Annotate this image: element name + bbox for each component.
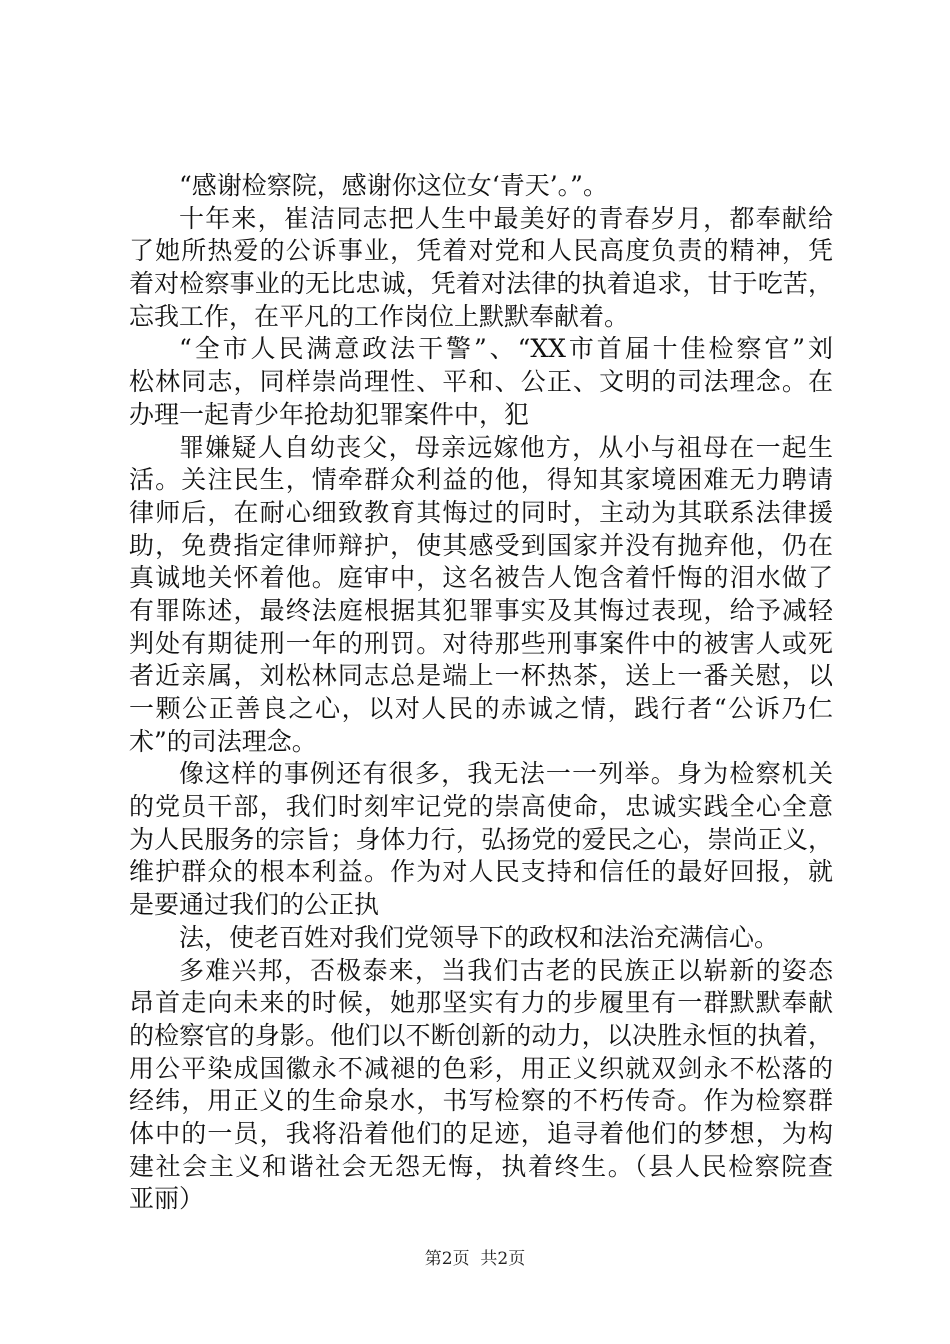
text-line: 律师后，在耐心细致教育其悔过的同时，主动为其联系法律援 xyxy=(129,497,833,527)
text-line: 忘我工作，在平凡的工作岗位上默默奉献着。 xyxy=(129,301,630,331)
text-line: 用公平染成国徽永不减褪的色彩，用正义织就双剑永不松落的 xyxy=(129,1053,833,1083)
paragraph xyxy=(129,333,833,431)
text-line: 助，免费指定律师辩护，使其感受到国家并没有抛弃他，仍在 xyxy=(129,530,833,560)
text-line: 昂首走向未来的时候，她那坚实有力的步履里有一群默默奉献 xyxy=(129,988,833,1018)
text-line: 者近亲属，刘松林同志总是端上一杯热茶，送上一番关慰，以 xyxy=(129,661,833,691)
text-line: 了她所热爱的公诉事业，凭着对党和人民高度负责的精神，凭 xyxy=(129,236,833,266)
text-line: 法，使老百姓对我们党领导下的政权和法治充满信心。 xyxy=(179,922,780,952)
text-line: “全市人民满意政法干警”、“XX市首届十佳检察官”刘 xyxy=(179,334,833,364)
text-line: 有罪陈述，最终法庭根据其犯罪事实及其悔过表现，给予减轻 xyxy=(129,595,833,625)
text-line: 松林同志，同样崇尚理性、平和、公正、文明的司法理念。在 xyxy=(129,367,833,397)
text-line: 是要通过我们的公正执 xyxy=(129,890,380,920)
paragraph xyxy=(129,170,833,203)
text-line: 一颗公正善良之心，以对人民的赤诚之情，践行者“公诉乃仁 xyxy=(129,694,833,723)
text-line: “感谢检察院，感谢你这位女‘青天’。”。 xyxy=(179,171,608,200)
text-line: 判处有期徒刑一年的刑罚。对待那些刑事案件中的被害人或死 xyxy=(129,628,833,658)
paragraph xyxy=(129,203,833,334)
text-line: 像这样的事例还有很多，我无法一一列举。身为检察机关 xyxy=(179,759,833,789)
text-line: 十年来，崔洁同志把人生中最美好的青春岁月，都奉献给 xyxy=(179,203,833,233)
paragraph xyxy=(129,922,833,955)
text-line: 着对检察事业的无比忠诚，凭着对法律的执着追求，甘于吃苦， xyxy=(129,269,833,299)
text-line: 真诚地关怀着他。庭审中，这名被告人饱含着忏悔的泪水做了 xyxy=(129,563,833,593)
text-line: 术”的司法理念。 xyxy=(129,726,317,756)
text-line: 多难兴邦，否极泰来，当我们古老的民族正以崭新的姿态 xyxy=(179,955,833,985)
text-line: 的检察官的身影。他们以不断创新的动力，以决胜永恒的执着， xyxy=(129,1020,833,1050)
text-line: 经纬，用正义的生命泉水，书写检察的不朽传奇。作为检察群 xyxy=(129,1086,833,1116)
text-line: 体中的一员，我将沿着他们的足迹，追寻着他们的梦想，为构 xyxy=(129,1118,833,1148)
text-line: 建社会主义和谐社会无怨无悔，执着终生。（县人民检察院查 xyxy=(129,1151,833,1181)
paragraph xyxy=(129,758,833,921)
text-line: 亚丽） xyxy=(129,1184,205,1214)
text-line: 为人民服务的宗旨；身体力行，弘扬党的爱民之心，崇尚正义， xyxy=(129,824,833,854)
page-number: 第2页 共2页 xyxy=(424,1249,526,1269)
paragraph xyxy=(129,955,833,1217)
text-line: 罪嫌疑人自幼丧父，母亲远嫁他方，从小与祖母在一起生 xyxy=(179,432,833,462)
text-line: 办理一起青少年抢劫犯罪案件中，犯 xyxy=(129,399,530,429)
document-body xyxy=(129,170,833,1216)
page-footer xyxy=(0,1248,950,1270)
text-line: 活。关注民生，情牵群众利益的他，得知其家境困难无力聘请 xyxy=(129,465,833,495)
paragraph xyxy=(129,432,833,759)
text-line: 维护群众的根本利益。作为对人民支持和信任的最好回报，就 xyxy=(129,857,833,887)
text-line: 的党员干部，我们时刻牢记党的崇高使命，忠诚实践全心全意 xyxy=(129,792,833,822)
